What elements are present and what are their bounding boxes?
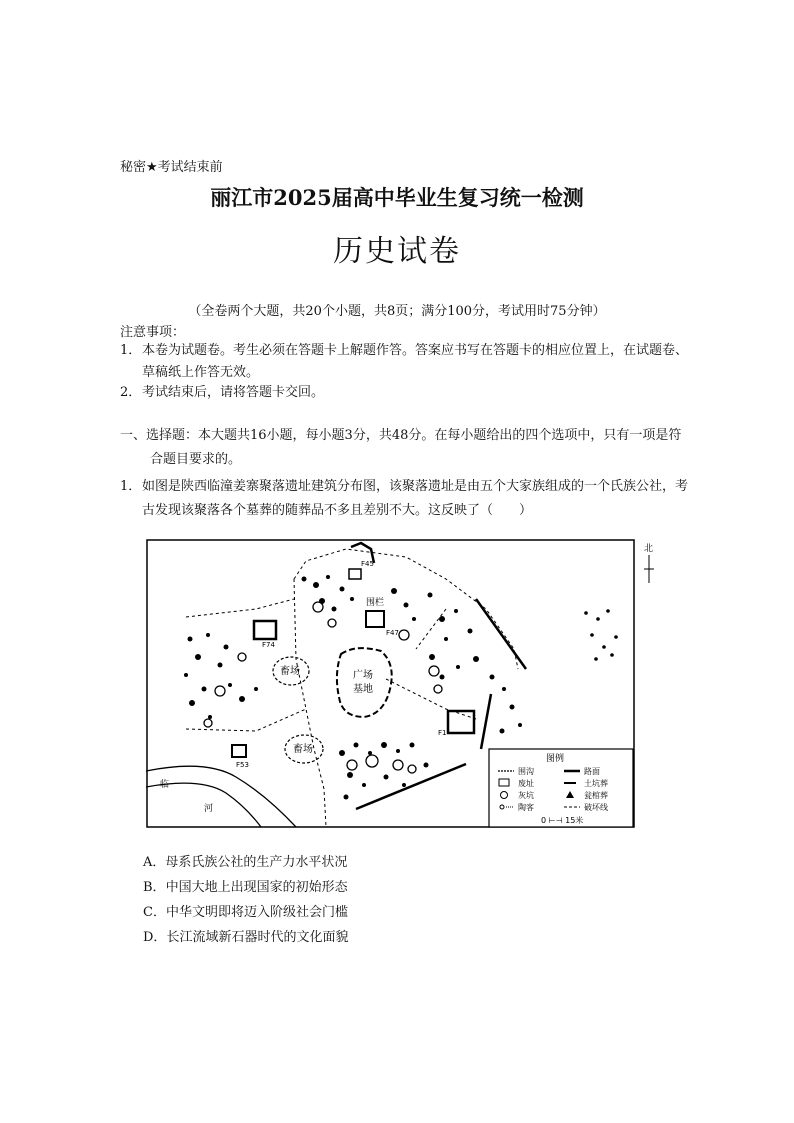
river-bank (146, 766, 296, 827)
house-label: F1 (438, 729, 447, 737)
question-stem: 如图是陕西临潼姜寨聚落遗址建筑分布图，该聚落遗址是由五个大家族组成的一个氏族公社，考古发现该聚落各个墓葬的随葬品不多且差别不大。这反映了（ ） (142, 479, 689, 518)
option-letter: B． (143, 880, 166, 895)
river-label: 河 (204, 804, 214, 814)
ditch-line (386, 679, 476, 719)
note-item (120, 382, 688, 404)
road-line (481, 694, 491, 749)
house-ruin (349, 569, 361, 579)
notes-title: 注意事项： (120, 325, 186, 340)
house-ruin (232, 745, 246, 757)
ditch-line (294, 579, 326, 827)
secret-label: 秘密★考试结束前 (120, 160, 223, 175)
option-text: 母系氏族公社的生产力水平状况 (165, 855, 348, 870)
plaza-outline (337, 648, 392, 717)
plaza-label: 基地 (353, 684, 373, 695)
legend-label: 灰坑 (518, 791, 534, 800)
house-label: F53 (236, 761, 249, 769)
legend-label: 土坑葬 (584, 779, 608, 788)
option-a[interactable] (143, 851, 347, 870)
option-b[interactable] (143, 876, 348, 895)
option-d[interactable] (143, 926, 348, 945)
note-text: 考试结束后，请将答题卡交回。 (142, 385, 325, 400)
option-text: 中国大地上出现国家的初始形态 (165, 880, 348, 895)
exam-info: （全卷两个大题，共20个小题，共8页；满分100分，考试用时75分钟） (188, 304, 606, 319)
question-number: 1． (120, 479, 142, 494)
house-ruin (448, 711, 474, 733)
note-item (120, 340, 688, 384)
legend-title: 图例 (546, 754, 565, 764)
legend-label: 路面 (584, 767, 600, 776)
plaza-label: 广场 (353, 670, 373, 681)
ditch-line (186, 709, 306, 731)
section-text: 一、选择题：本大题共16小题，每小题3分，共48分。在每小题给出的四个选项中，只有一项是符合题目要求的。 (120, 428, 682, 467)
note-text: 本卷为试题卷。考生必须在答题卡上解题作答。答案应书写在答题卡的相应位置上，在试题卷、草稿纸上作答无效。 (142, 343, 689, 380)
option-text: 中华文明即将迈入阶级社会门槛 (165, 905, 348, 920)
legend-label: 陶客 (518, 803, 534, 812)
legend-label: 废址 (518, 779, 534, 788)
pen-label: 畜场 (293, 744, 313, 755)
option-letter: C． (143, 905, 166, 920)
legend-label: 瓮棺葬 (584, 791, 608, 800)
ditch-line (416, 609, 446, 649)
legend-label: 围沟 (518, 767, 534, 776)
section-heading (120, 424, 688, 472)
house-label: F45 (361, 560, 374, 568)
house-label: F47 (386, 629, 399, 637)
option-letter: A． (143, 855, 166, 870)
house-ruin (254, 621, 276, 639)
pen-label: 畜场 (280, 666, 300, 677)
note-number: 2． (120, 385, 142, 400)
option-letter: D． (143, 930, 167, 945)
exam-title: 丽江市2025届高中毕业生复习统一检测 (210, 185, 584, 210)
house-ruin (366, 611, 384, 627)
house-label: F74 (262, 641, 275, 649)
river-label: 临 (160, 780, 170, 790)
north-label: 北 (644, 544, 654, 554)
scale-bar: 0 ⊢⊣ 15米 (541, 816, 584, 825)
question-1 (120, 475, 688, 523)
road-line (356, 764, 466, 809)
settlement-map (146, 539, 654, 828)
road-line (476, 599, 526, 669)
subject-title: 历史试卷 (333, 234, 461, 269)
legend-label: 破坏线 (584, 803, 608, 812)
note-number: 1． (120, 343, 142, 358)
option-text: 长江流域新石器时代的文化面貌 (166, 930, 349, 945)
fence-label: 围栏 (366, 598, 385, 608)
ditch-line (186, 599, 294, 617)
option-c[interactable] (143, 901, 348, 920)
